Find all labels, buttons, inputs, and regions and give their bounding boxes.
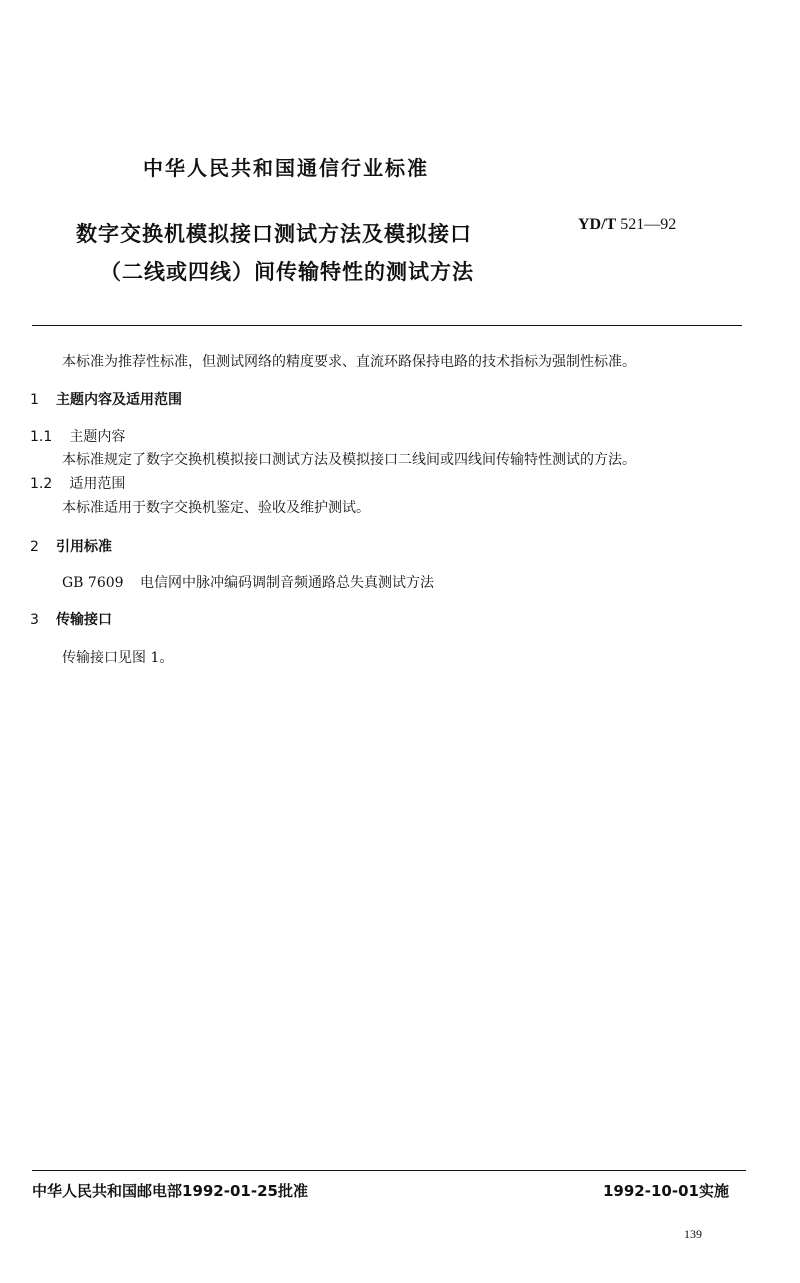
- page-number: 139: [684, 1227, 702, 1241]
- standard-code: 521—92: [620, 216, 677, 233]
- bottom-divider: [32, 1170, 746, 1171]
- effective-date: 1992-10-01实施: [603, 1182, 729, 1200]
- reference-code: GB 7609: [62, 575, 124, 591]
- subsection-title: 适用范围: [69, 476, 126, 492]
- subsection-1-1-heading: [30, 426, 125, 446]
- section-2-heading: [30, 536, 112, 556]
- subsection-1-1-text: 本标准规定了数字交换机模拟接口测试方法及模拟接口二线间或四线间传输特性测试的方法。: [62, 452, 636, 468]
- section-3-heading: [30, 609, 112, 629]
- section-1-heading: [30, 389, 182, 409]
- top-divider: [32, 325, 742, 326]
- reference-title: 电信网中脉冲编码调制音频通路总失真测试方法: [140, 575, 435, 591]
- section-number: 3: [30, 612, 39, 628]
- subsection-number: 1.1: [30, 429, 53, 445]
- standard-number: [578, 216, 676, 234]
- section-title: 引用标准: [56, 539, 113, 555]
- subsection-number: 1.2: [30, 476, 53, 492]
- section-3-text: 传输接口见图 1。: [62, 650, 174, 666]
- approval-date: 中华人民共和国邮电部1992-01-25批准: [32, 1182, 308, 1200]
- issuing-authority: 中华人民共和国通信行业标准: [143, 156, 429, 180]
- section-number: 2: [30, 539, 39, 555]
- standard-prefix: YD/T: [578, 216, 617, 233]
- section-title: 传输接口: [56, 612, 113, 628]
- subsection-title: 主题内容: [69, 429, 126, 445]
- section-title: 主题内容及适用范围: [56, 392, 183, 408]
- reference-entry: [62, 572, 434, 592]
- section-number: 1: [30, 392, 39, 408]
- document-title-line-1: 数字交换机模拟接口测试方法及模拟接口: [76, 222, 472, 246]
- subsection-1-2-text: 本标准适用于数字交换机鉴定、验收及维护测试。: [62, 500, 370, 516]
- intro-paragraph: 本标准为推荐性标准，但测试网络的精度要求、直流环路保持电路的技术指标为强制性标准。: [62, 354, 636, 370]
- document-title-line-2: （二线或四线）间传输特性的测试方法: [100, 260, 474, 284]
- subsection-1-2-heading: [30, 473, 125, 493]
